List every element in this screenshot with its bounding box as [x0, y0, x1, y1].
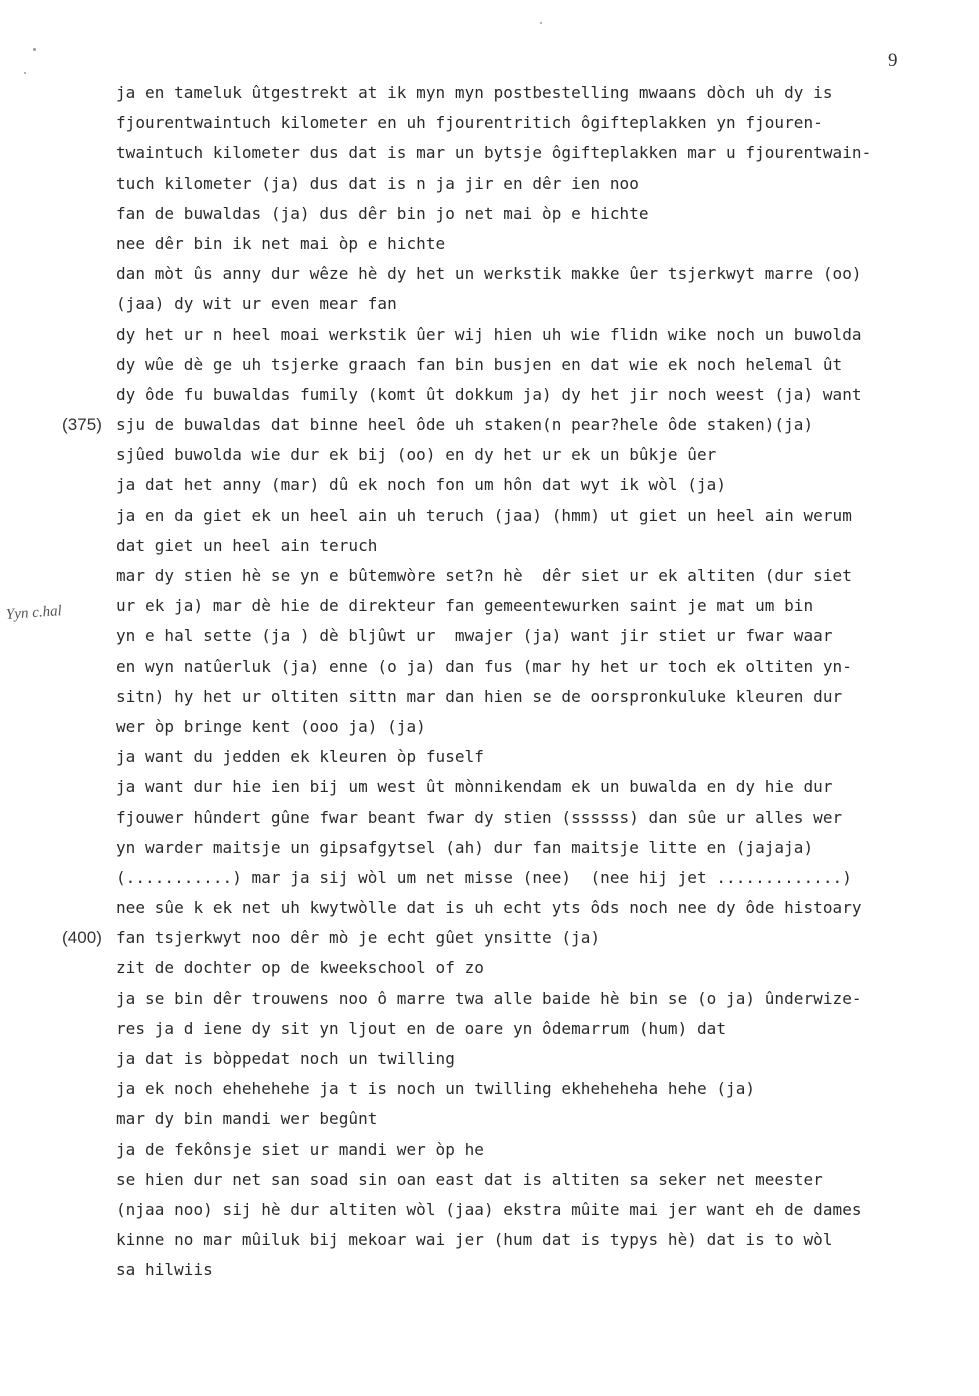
transcript-line — [0, 380, 979, 410]
line-text: (jaa) dy wit ur even mear fan — [116, 294, 397, 314]
transcript-line — [0, 591, 979, 621]
transcript-line — [0, 621, 979, 651]
line-text: ja de fekônsje siet ur mandi wer òp he — [116, 1139, 484, 1159]
transcript-line — [0, 410, 979, 440]
line-text: sa hilwiis — [116, 1260, 213, 1280]
transcript-line — [0, 772, 979, 802]
transcript-line — [0, 1255, 979, 1285]
transcript-line — [0, 169, 979, 199]
line-text: yn warder maitsje un gipsafgytsel (ah) dur fan maitsje litte en (jajaja) — [116, 837, 814, 857]
line-text: kinne no mar mûiluk bij mekoar wai jer (hum dat is typys hè) dat is to wòl — [116, 1230, 833, 1250]
transcript-line — [0, 229, 979, 259]
transcript-line — [0, 108, 979, 138]
line-text: sitn) hy het ur oltiten sittn mar dan hien se de oorspronkuluke kleuren dur — [116, 686, 843, 706]
transcript-line — [0, 259, 979, 289]
line-text: ja en tameluk ûtgestrekt at ik myn myn postbestelling mwaans dòch uh dy is — [116, 83, 833, 102]
line-text: zit de dochter op de kweekschool of zo — [116, 958, 484, 978]
transcript-line — [0, 289, 979, 319]
line-text: ja want dur hie ien bij um west ût mònnikendam ek un buwalda en dy hie dur — [116, 777, 833, 797]
transcript-body — [0, 78, 979, 1286]
transcript-line — [0, 1165, 979, 1195]
transcript-line — [0, 984, 979, 1014]
scan-speck — [540, 22, 542, 24]
transcript-line — [0, 742, 979, 772]
line-text: wer òp bringe kent (ooo ja) (ja) — [116, 716, 426, 736]
transcript-line — [0, 78, 979, 108]
transcript-line — [0, 923, 979, 953]
transcript-line — [0, 1195, 979, 1225]
line-text: nee dêr bin ik net mai òp e hichte — [116, 233, 446, 253]
line-text: en wyn natûerluk (ja) enne (o ja) dan fus (mar hy het ur toch ek oltiten yn- — [116, 656, 852, 676]
margin-note: Yyn c.hal — [5, 603, 63, 623]
line-text: ja want du jedden ek kleuren òp fuself — [116, 747, 484, 767]
line-text: se hien dur net san soad sin oan east dat is altiten sa seker net meester — [116, 1169, 823, 1189]
line-text: ja en da giet ek un heel ain uh teruch (jaa) (hmm) ut giet un heel ain werum — [116, 505, 852, 525]
transcript-line — [0, 350, 979, 380]
transcript-line — [0, 531, 979, 561]
line-text: dat giet un heel ain teruch — [116, 535, 378, 555]
transcript-line — [0, 652, 979, 682]
transcript-line — [0, 833, 979, 863]
transcript-line — [0, 1014, 979, 1044]
transcript-line — [0, 1135, 979, 1165]
line-text: fan de buwaldas (ja) dus dêr bin jo net mai òp e hichte — [116, 203, 649, 223]
line-text: tuch kilometer (ja) dus dat is n ja jir en dêr ien noo — [116, 173, 639, 193]
line-text: ja ek noch ehehehehe ja t is noch un twilling ekheheheha hehe (ja) — [116, 1079, 756, 1099]
line-text: fjourentwaintuch kilometer en uh fjourentritich ôgifteplakken yn fjouren- — [116, 113, 823, 133]
line-text: twaintuch kilometer dus dat is mar un bytsje ôgifteplakken mar u fjourentwain- — [116, 143, 872, 163]
transcript-line — [0, 320, 979, 350]
line-text: dy wûe dè ge uh tsjerke graach fan bin busjen en dat wie ek noch helemal ût — [116, 354, 843, 374]
transcript-line — [0, 1074, 979, 1104]
line-text: fjouwer hûndert gûne fwar beant fwar dy stien (ssssss) dan sûe ur alles wer — [116, 807, 843, 827]
line-text: dy ôde fu buwaldas fumily (komt ût dokkum ja) dy het jir noch weest (ja) want — [116, 384, 862, 404]
transcript-line — [0, 1104, 979, 1134]
line-text: nee sûe k ek net uh kwytwòlle dat is uh echt yts ôds noch nee dy ôde histoary — [116, 898, 862, 918]
line-number-marker: (375) — [62, 415, 102, 435]
transcript-line — [0, 199, 979, 229]
line-text: sju de buwaldas dat binne heel ôde uh staken(n pear?hele ôde staken)(ja) — [116, 415, 814, 435]
line-text: ur ek ja) mar dè hie de direkteur fan gemeentewurken saint je mat um bin — [116, 596, 814, 616]
line-text: sjûed buwolda wie dur ek bij (oo) en dy het ur ek un bûkje ûer — [116, 445, 717, 465]
transcript-line — [0, 682, 979, 712]
page-number: 9 — [888, 50, 898, 71]
transcript-line — [0, 893, 979, 923]
line-text: ja dat het anny (mar) dû ek noch fon um hôn dat wyt ik wòl (ja) — [116, 475, 727, 495]
line-text: dan mòt ûs anny dur wêze hè dy het un werkstik makke ûer tsjerkwyt marre (oo) — [116, 264, 862, 284]
transcript-line — [0, 953, 979, 983]
transcript-line — [0, 501, 979, 531]
transcript-line — [0, 561, 979, 591]
line-text: ja se bin dêr trouwens noo ô marre twa alle baide hè bin se (o ja) ûnderwize- — [116, 988, 862, 1008]
transcript-line — [0, 863, 979, 893]
line-number-marker: (400) — [62, 928, 102, 948]
scan-speck — [33, 48, 36, 51]
line-text: dy het ur n heel moai werkstik ûer wij hien uh wie flidn wike noch un buwolda — [116, 324, 862, 344]
line-text: (njaa noo) sij hè dur altiten wòl (jaa) ekstra mûite mai jer want eh de dames — [116, 1199, 862, 1219]
line-text: mar dy stien hè se yn e bûtemwòre set?n hè dêr siet ur ek altiten (dur siet — [116, 566, 852, 585]
line-text: res ja d iene dy sit yn ljout en de oare yn ôdemarrum (hum) dat — [116, 1018, 727, 1038]
transcript-line — [0, 1225, 979, 1255]
transcript-line — [0, 712, 979, 742]
transcript-line — [0, 470, 979, 500]
line-text: mar dy bin mandi wer begûnt — [116, 1109, 378, 1129]
transcript-line — [0, 1044, 979, 1074]
line-text: yn e hal sette (ja ) dè bljûwt ur mwajer (ja) want jir stiet ur fwar waar — [116, 626, 833, 646]
line-text: ja dat is bòppedat noch un twilling — [116, 1049, 455, 1068]
transcript-line — [0, 138, 979, 168]
line-text: (...........) mar ja sij wòl um net misse (nee) (nee hij jet .............) — [116, 867, 852, 887]
line-text: fan tsjerkwyt noo dêr mò je echt gûet ynsitte (ja) — [116, 928, 601, 948]
transcript-line — [0, 803, 979, 833]
scan-speck — [24, 72, 26, 74]
transcript-line — [0, 440, 979, 470]
